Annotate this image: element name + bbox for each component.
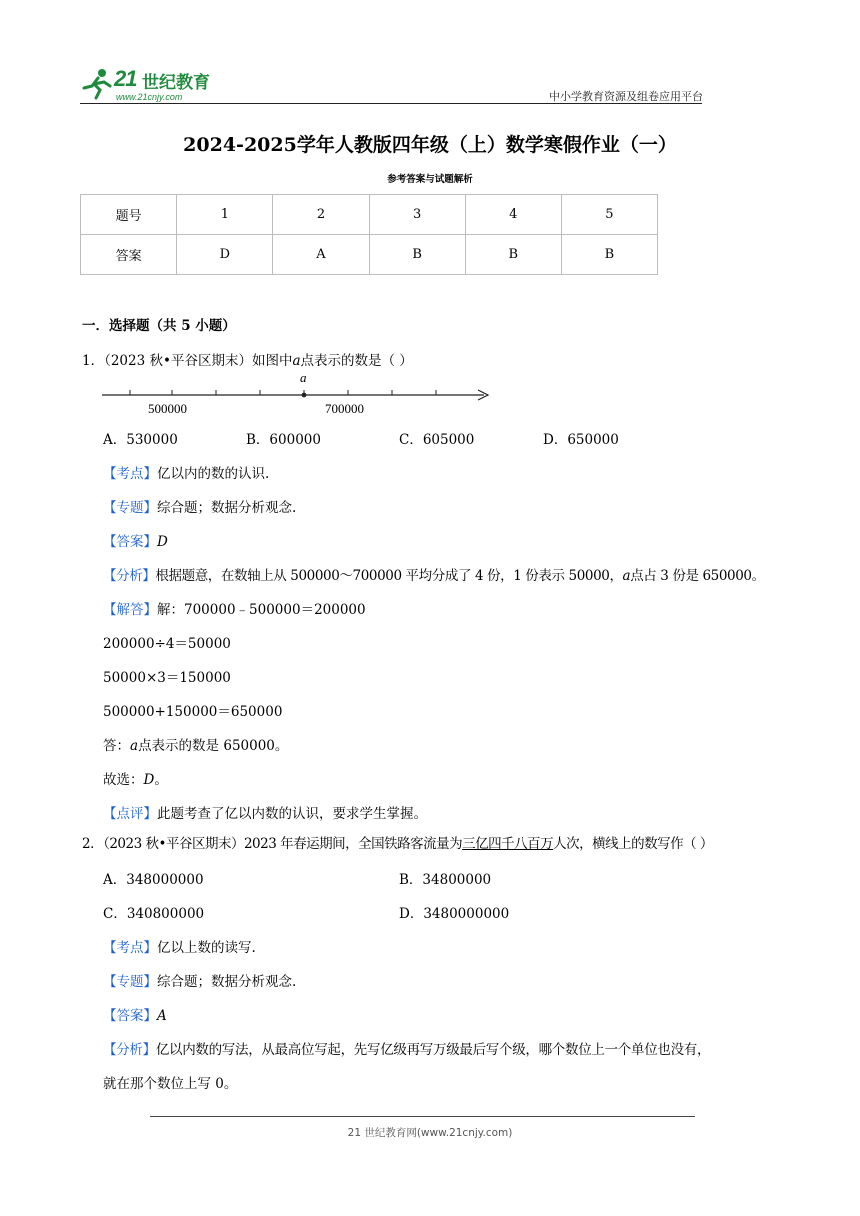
section-title: 一．选择题（共 5 小题） bbox=[82, 318, 236, 334]
option-d: D．3480000000 bbox=[399, 906, 510, 922]
option-c: C．340800000 bbox=[103, 906, 205, 922]
point-label: a bbox=[300, 370, 307, 385]
page-title: 2024-2025学年人教版四年级（上）数学寒假作业（一） bbox=[183, 134, 677, 156]
table-cell: 答案 bbox=[81, 235, 177, 275]
table-cell: B bbox=[465, 235, 561, 275]
logo-url: www.21cnjy.com bbox=[116, 92, 183, 102]
logo-number: 21 bbox=[114, 66, 137, 91]
q1-zhuanti: 【专题】综合题；数据分析观念. bbox=[103, 500, 297, 516]
q1-dianping: 【点评】此题考查了亿以内数的认识，要求学生掌握。 bbox=[103, 806, 427, 822]
q2-zhuanti: 【专题】综合题；数据分析观念. bbox=[103, 974, 297, 990]
option-c: C．605000 bbox=[399, 432, 475, 448]
q2-fenxi-cont: 就在那个数位上写 0。 bbox=[103, 1076, 238, 1092]
q2-daan: 【答案】A bbox=[103, 1008, 167, 1024]
table-cell: 2 bbox=[273, 195, 369, 235]
q2-kaodian: 【考点】亿以上数的读写. bbox=[103, 940, 256, 956]
footer-text: 21 世纪教育网(www.21cnjy.com) bbox=[347, 1127, 513, 1139]
q1-kaodian: 【考点】亿以内的数的认识. bbox=[103, 466, 270, 482]
runner-icon bbox=[80, 68, 114, 100]
table-cell: A bbox=[273, 235, 369, 275]
q1-stem: 1．（2023 秋•平谷区期末）如图中a点表示的数是（ ） bbox=[82, 353, 413, 369]
q1-jieda: 【解答】解：700000﹣500000＝200000 bbox=[103, 602, 366, 618]
q1-answer: 答：a点表示的数是 650000。 bbox=[103, 738, 289, 754]
header-tagline: 中小学教育资源及组卷应用平台 bbox=[549, 90, 703, 103]
q1-step: 50000×3＝150000 bbox=[103, 670, 231, 686]
table-cell: B bbox=[561, 235, 657, 275]
table-cell: 1 bbox=[177, 195, 273, 235]
table-cell: 3 bbox=[369, 195, 465, 235]
footer-divider bbox=[150, 1116, 695, 1117]
tick-label: 500000 bbox=[148, 401, 187, 416]
q2-fenxi: 【分析】亿以内数的写法，从最高位写起，先写亿级再写万级最后写个级，哪个数位上一个单位也没有， bbox=[103, 1042, 711, 1058]
q2-stem: 2．（2023 秋•平谷区期末）2023 年春运期间，全国铁路客流量为三亿四千八百万人次，横线上的数写作（ ） bbox=[82, 836, 713, 852]
table-cell: 5 bbox=[561, 195, 657, 235]
page-subtitle: 参考答案与试题解析 bbox=[387, 174, 473, 185]
q1-fenxi: 【分析】根据题意，在数轴上从 500000～700000 平均分成了 4 份，1 份表示 50000，a点占 3 份是 650000。 bbox=[103, 568, 765, 584]
number-line bbox=[100, 368, 495, 418]
option-d: D．650000 bbox=[543, 432, 619, 448]
tick-label: 700000 bbox=[325, 401, 364, 416]
q1-guxuan: 故选：D。 bbox=[103, 772, 168, 788]
logo bbox=[80, 66, 230, 108]
option-b: B．600000 bbox=[246, 432, 321, 448]
q1-daan: 【答案】D bbox=[103, 534, 168, 550]
logo-text: 世纪教育 bbox=[142, 73, 210, 93]
option-a: A．530000 bbox=[103, 432, 178, 448]
header-divider bbox=[80, 103, 702, 104]
table-cell: B bbox=[369, 235, 465, 275]
option-a: A．348000000 bbox=[103, 872, 204, 888]
q1-step: 500000+150000＝650000 bbox=[103, 704, 283, 720]
q1-step: 200000÷4＝50000 bbox=[103, 636, 231, 652]
table-row bbox=[81, 235, 658, 275]
option-b: B．34800000 bbox=[399, 872, 492, 888]
table-cell: 题号 bbox=[81, 195, 177, 235]
table-row bbox=[81, 195, 658, 235]
answer-table bbox=[80, 194, 658, 275]
table-cell: 4 bbox=[465, 195, 561, 235]
table-cell: D bbox=[177, 235, 273, 275]
